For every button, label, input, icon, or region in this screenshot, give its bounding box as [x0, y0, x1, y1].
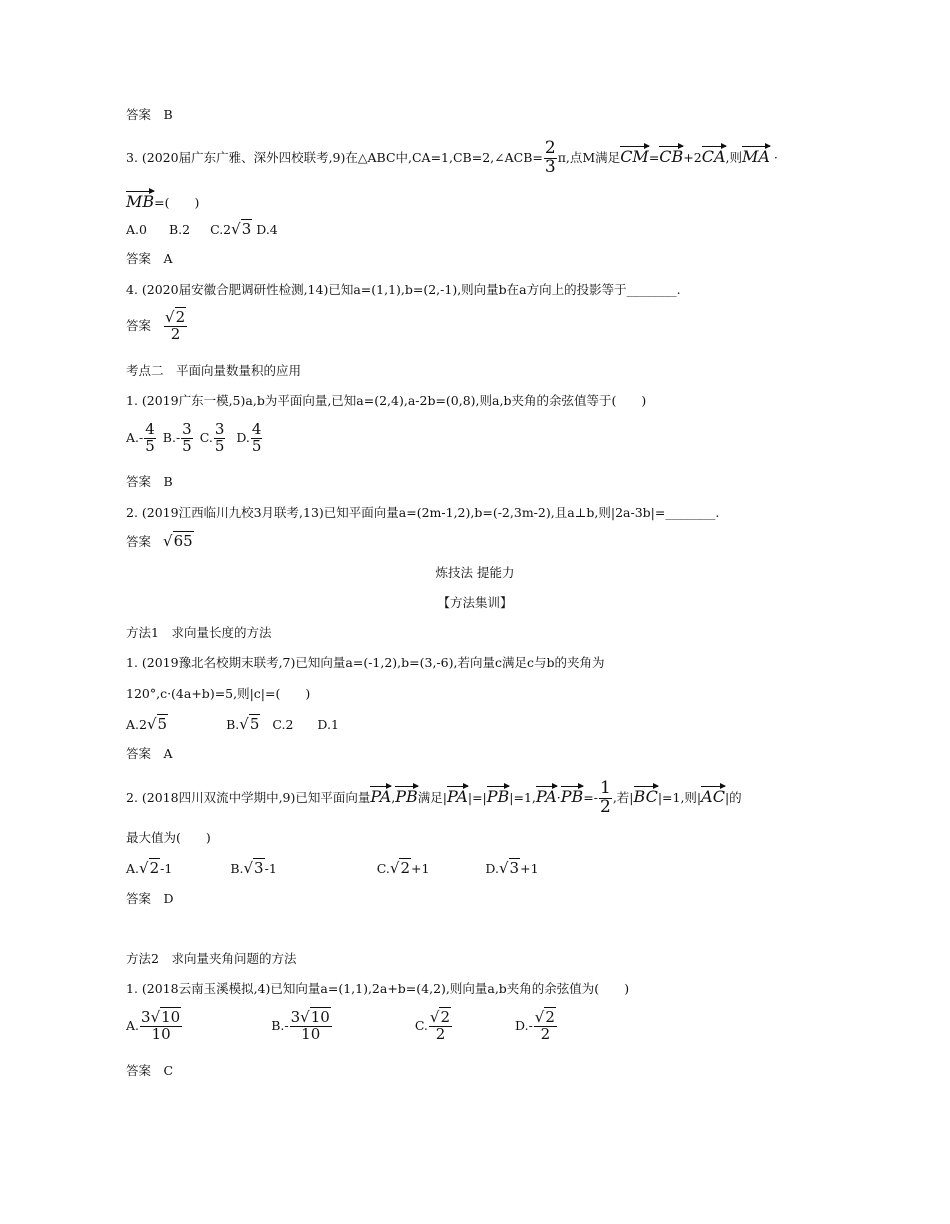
section-title [0, 567, 950, 580]
question-3-cont [126, 188, 199, 210]
option-c: C. [414, 1018, 428, 1033]
question-text: |=1, [509, 789, 536, 805]
question-text: 3. (2020届广东广雅、深外四校联考,9)在△ABC中,CA=1,CB=2,∠ACB= [126, 149, 543, 165]
question-text: π,点M满足 [557, 149, 621, 165]
radical: √3 [243, 859, 264, 877]
option-b-tail: -1 [264, 861, 277, 876]
fraction-denominator: 2 [540, 1024, 551, 1043]
question-text: 1. (2018云南玉溪模拟,4)已知向量a=(1,1),2a+b=(4,2),则向量a,b夹角的余弦值为( ) [126, 981, 630, 996]
option-a-tail: -1 [160, 861, 173, 876]
radicand: 2 [545, 1008, 555, 1026]
section-heading [126, 365, 301, 378]
answer-line [126, 253, 173, 266]
answer-text: 答案 B [126, 107, 173, 122]
vector-ma: MA [742, 143, 770, 165]
question-text: 2. (2018四川双流中学期中,9)已知平面向量 [126, 789, 371, 805]
operator: · [769, 149, 778, 165]
option-a: A. [126, 861, 140, 876]
question-text: 120°,c·(4a+b)=5,则|c|=( ) [126, 686, 311, 701]
option-d: D.4 [256, 222, 278, 237]
option-c: C. [199, 430, 213, 445]
title-text: 炼技法 提能力 [435, 565, 515, 580]
answer-text: 答案 A [126, 251, 173, 266]
question-text: =( ) [154, 195, 200, 210]
option-c-tail: +1 [410, 861, 430, 876]
question-text: 1. (2019广东一模,5)a,b为平面向量,已知a=(2,4),a-2b=(0,8),则a,b夹角的余弦值等于( ) [126, 393, 647, 408]
fraction [251, 422, 263, 455]
question-4 [126, 284, 681, 297]
fraction-denominator: 2 [170, 324, 181, 343]
fraction [544, 140, 557, 177]
subtitle-text: 【方法集训】 [437, 595, 513, 610]
vector-ca: CA [702, 143, 726, 165]
radicand: 10 [161, 1008, 181, 1026]
radical: √65 [163, 532, 193, 550]
vector-pa: PA [447, 783, 468, 805]
question-m1q2-cont [126, 832, 211, 845]
question-text: 最大值为( ) [126, 830, 211, 845]
question-m1q2 [126, 780, 742, 817]
answer-line [126, 310, 188, 343]
operator: = [648, 149, 660, 165]
radicand: 2 [440, 1008, 451, 1026]
question-text: |=1,则| [657, 789, 702, 805]
question-m1q1 [126, 657, 604, 670]
question-3-options [126, 222, 278, 237]
fraction-denominator: 5 [251, 436, 262, 455]
answer-line [126, 109, 173, 122]
option-d: D. [485, 861, 499, 876]
radicand: 3 [254, 859, 264, 877]
heading-text: 方法1 求向量长度的方法 [126, 625, 272, 640]
vector-cm: CM [620, 143, 649, 165]
heading-text: 方法2 求向量夹角问题的方法 [126, 951, 297, 966]
fraction-numerator: 1 [600, 778, 611, 798]
radical: √2 [139, 859, 160, 877]
question-text: =- [583, 789, 598, 805]
answer-line [126, 534, 194, 549]
fraction-numerator: 3 [182, 420, 192, 438]
vector-bc: BC [634, 783, 658, 805]
option-a: A. [126, 1018, 140, 1033]
radicand: 2 [175, 308, 186, 326]
option-d: D.1 [317, 717, 339, 732]
answer-line [126, 893, 174, 906]
question-text: |的 [724, 789, 742, 805]
fraction [214, 422, 226, 455]
radicand: 65 [173, 532, 193, 550]
fraction [534, 1010, 557, 1043]
question-k2 [126, 507, 719, 520]
coefficient: 3 [290, 1008, 301, 1026]
radical: √3 [498, 859, 520, 877]
fraction-numerator: √2 [165, 308, 186, 326]
option-c: C.2 [272, 717, 294, 732]
option-a: A.2 [126, 717, 147, 732]
answer-label: 答案 [126, 534, 152, 549]
question-m1q1-options [126, 717, 339, 732]
fraction-denominator: 5 [182, 436, 192, 455]
radical: √3 [231, 220, 252, 238]
answer-line [126, 1065, 173, 1078]
radicand: 10 [310, 1008, 330, 1026]
question-3 [126, 140, 778, 177]
fraction [144, 422, 156, 455]
answer-label: 答案 [126, 318, 152, 333]
option-c: C. [376, 861, 390, 876]
question-text: ,则 [725, 149, 743, 165]
radicand: 3 [241, 220, 252, 238]
option-a: A.0 [126, 222, 147, 237]
question-m1q1-cont [126, 688, 310, 701]
question-text: 1. (2019豫北名校期末联考,7)已知向量a=(-1,2),b=(3,-6),若向量c满足c与b的夹角为 [126, 655, 605, 670]
fraction-denominator: 2 [600, 796, 611, 817]
option-b: B.- [271, 1018, 289, 1033]
answer-line [126, 476, 173, 489]
fraction-numerator: 4 [251, 420, 262, 438]
fraction [140, 1010, 182, 1043]
vector-pa: PA [536, 783, 557, 805]
fraction [290, 1010, 332, 1043]
option-d: D.- [515, 1018, 533, 1033]
vector-pa: PA [370, 783, 391, 805]
option-b: B.2 [168, 222, 191, 237]
method-heading [126, 953, 296, 966]
radicand: 3 [509, 859, 520, 877]
option-d: D. [236, 430, 250, 445]
question-k1-options [126, 422, 263, 455]
answer-text: 答案 A [126, 746, 173, 761]
option-b: B. [230, 861, 244, 876]
fraction-denominator: 2 [435, 1024, 446, 1043]
coefficient: 3 [141, 1008, 151, 1026]
question-m2q1-options [126, 1010, 558, 1043]
fraction-numerator: 2 [544, 138, 556, 158]
vector-cb: CB [659, 143, 683, 165]
fraction-denominator: 5 [145, 436, 155, 455]
radicand: 2 [400, 859, 410, 877]
fraction-numerator: √2 [429, 1008, 451, 1026]
question-text: 满足| [417, 789, 447, 805]
option-d-tail: +1 [520, 861, 539, 876]
fraction [599, 780, 612, 817]
option-b: B. [226, 717, 240, 732]
heading-text: 考点二 平面向量数量积的应用 [126, 363, 302, 378]
question-text: 2. (2019江西临川九校3月联考,13)已知平面向量a=(2m-1,2),b=(-2,3m-2),且a⊥b,则|2a-3b|=________. [126, 505, 720, 520]
fraction [429, 1010, 452, 1043]
fraction-numerator: 4 [145, 420, 155, 438]
radical: √5 [146, 715, 168, 733]
vector-mb: MB [126, 188, 154, 210]
question-text: |=| [467, 789, 487, 805]
question-k1 [126, 395, 646, 408]
vector-pb: PB [561, 783, 584, 805]
fraction-numerator: 3 [214, 420, 225, 438]
fraction-denominator: 10 [151, 1024, 171, 1043]
radical: √2 [389, 859, 410, 877]
question-m1q2-options [126, 861, 539, 876]
fraction-numerator: √2 [534, 1008, 555, 1026]
vector-pb: PB [395, 783, 418, 805]
question-m2q1 [126, 983, 629, 996]
fraction-numerator: 3√10 [141, 1008, 181, 1026]
method-heading [126, 627, 271, 640]
radicand: 5 [157, 715, 168, 733]
fraction-denominator: 5 [214, 436, 225, 455]
punctuation: , [391, 789, 396, 805]
answer-text: 答案 D [126, 891, 174, 906]
answer-text: 答案 C [126, 1063, 174, 1078]
fraction-numerator: 3√10 [290, 1008, 330, 1026]
radicand: 2 [149, 859, 160, 877]
radicand: 5 [249, 715, 260, 733]
section-subtitle [0, 597, 950, 610]
option-c: C.2 [210, 222, 232, 237]
question-text: 4. (2020届安徽合肥调研性检测,14)已知a=(1,1),b=(2,-1),则向量b在a方向上的投影等于________. [126, 282, 681, 297]
radical: √5 [239, 715, 260, 733]
operator: · [556, 789, 561, 805]
vector-pb: PB [487, 783, 510, 805]
fraction [164, 310, 187, 343]
option-a: A.- [126, 430, 144, 445]
fraction [181, 422, 193, 455]
option-b: B.- [162, 430, 181, 445]
operator: +2 [683, 149, 702, 165]
answer-text: 答案 B [126, 474, 173, 489]
vector-ac: AC [701, 783, 725, 805]
fraction-denominator: 10 [301, 1024, 321, 1043]
fraction-denominator: 3 [544, 156, 556, 177]
answer-line [126, 748, 173, 761]
question-text: ,若| [612, 789, 634, 805]
